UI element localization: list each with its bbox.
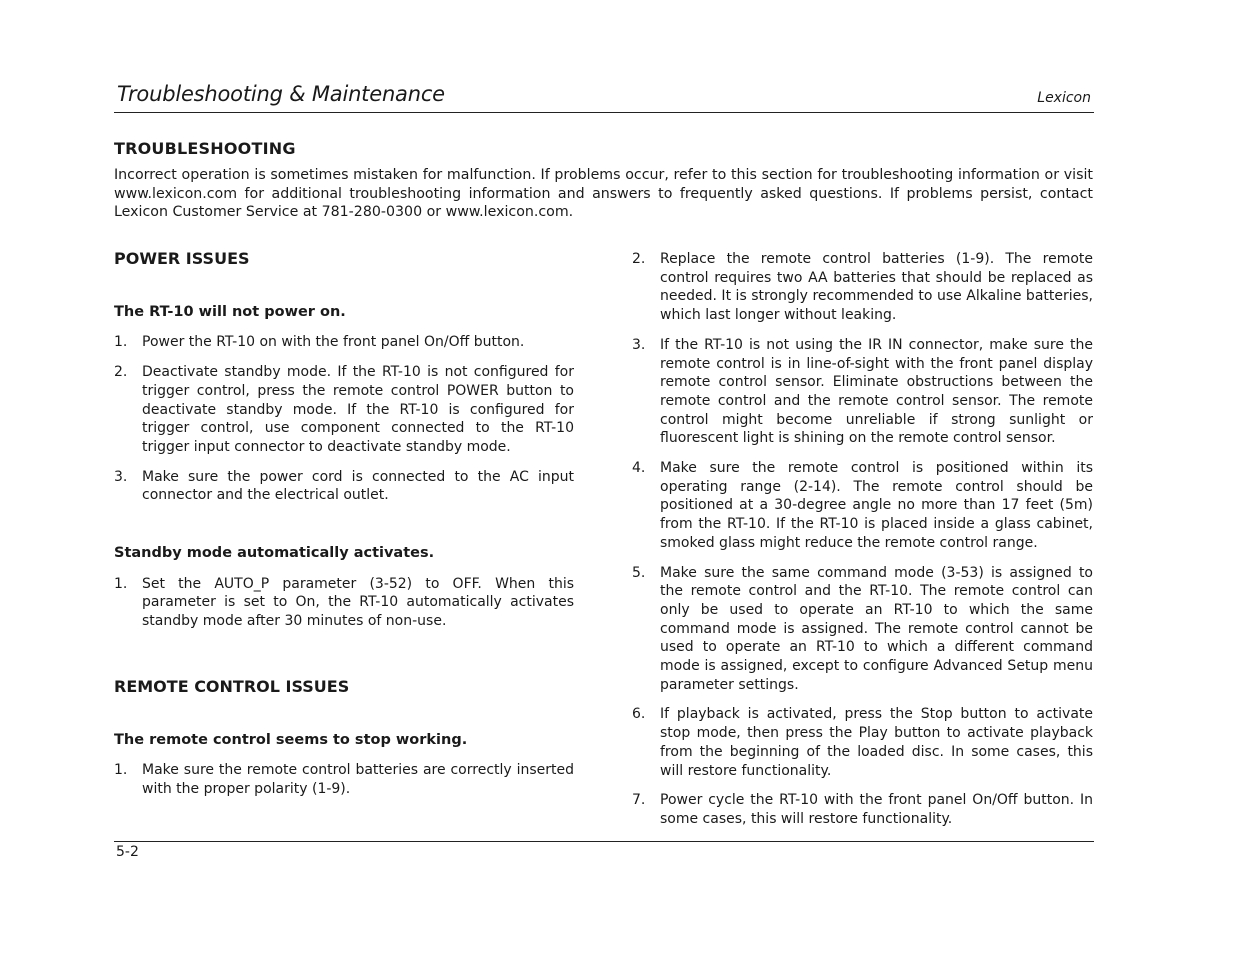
step-text: Power the RT-10 on with the front panel On/Off button. [142,334,525,351]
step-text: Set the AUTO_P parameter (3-52) to OFF. When this parameter is set to On, the RT-10 automatically activates standby mode after 30 minutes of non-use. [142,575,574,630]
step-text: Make sure the remote control batteries are correctly inserted with the proper polarity (1-9). [142,762,574,797]
remote-question-1: The remote control seems to stop working. [114,731,468,748]
list-item [632,250,1093,325]
step-number: 7. [632,792,646,809]
list-item [114,468,574,505]
right-column [632,250,1093,840]
step-number: 2. [632,251,646,267]
power-issues-heading: POWER ISSUES [114,249,250,268]
list-item [632,791,1093,828]
list-item [114,575,574,631]
list-item [632,459,1093,553]
chapter-title: Troubleshooting & Maintenance [117,82,445,106]
step-number: 4. [632,460,646,477]
power-question-2: Standby mode automatically activates. [114,545,435,562]
step-text: Replace the remote control batteries (1-9). The remote control requires two AA batteries that should be replaced as needed. It is strongly recommended to use Alkaline batteries, which last longer without leaking. [660,251,1093,324]
power-q2-steps [114,575,574,631]
list-item [114,363,574,457]
step-number: 2. [114,364,128,381]
power-q1-steps [114,333,574,505]
step-number: 1. [114,575,128,592]
remote-q1-steps [114,761,574,798]
list-item [632,336,1093,448]
remote-issues-heading: REMOTE CONTROL ISSUES [114,676,350,696]
step-text: If the RT-10 is not using the IR IN connector, make sure the remote control is in line-of-sight with the front panel display remote control sensor. Eliminate obstructions between the remote control and the remote control sensor. The remote control might become unreliable if strong sunlight or fluorescent light is shining on the remote control sensor. [660,336,1093,447]
step-number: 1. [114,334,128,351]
step-text: If playback is activated, press the Stop button to activate stop mode, then press the Play button to activate playback from the beginning of the loaded disc. In some cases, this will restore functionality. [660,706,1093,779]
step-number: 6. [632,706,646,723]
footer-rule [114,841,1094,842]
list-item [632,705,1093,780]
page-number: 5-2 [116,844,139,860]
step-text: Make sure the power cord is connected to the AC input connector and the electrical outlet. [142,468,574,504]
step-text: Make sure the same command mode (3-53) is assigned to the remote control and the RT-10. The remote control can only be used to operate an RT-10 to which the same command mode is assigned. The remote control cannot be used to operate an RT-10 to which a different command mode is assigned, except to configure Advanced Setup menu parameter settings. [660,564,1093,693]
header-rule [114,112,1094,113]
list-item [114,761,574,798]
brand-name: Lexicon [1037,90,1091,106]
step-text: Make sure the remote control is positioned within its operating range (2-14). The remote control should be positioned at a 30-degree angle no more than 17 feet (5m) from the RT-10. If the RT-10 is placed inside a glass cabinet, smoked glass might reduce the remote control range. [660,460,1093,551]
step-number: 5. [632,564,646,581]
remote-q1-steps-continued [632,250,1093,829]
left-column [114,250,574,810]
section-title: TROUBLESHOOTING [114,139,296,158]
list-item [632,564,1093,695]
step-number: 3. [632,336,646,353]
step-text: Power cycle the RT-10 with the front panel On/Off button. In some cases, this will restore functionality. [660,792,1093,827]
power-question-1: The RT-10 will not power on. [114,303,346,320]
step-text: Deactivate standby mode. If the RT-10 is not configured for trigger control, press the remote control POWER button to deactivate standby mode. If the RT-10 is configured for trigger control, use component connected to the RT-10 trigger input connector to deactivate standby mode. [142,364,574,455]
step-number: 1. [114,762,128,779]
intro-paragraph: Incorrect operation is sometimes mistaken for malfunction. If problems occur, refer to this section for troubleshooting information or visit www.lexicon.com for additional troubleshooting information and answers to frequently asked questions. If problems persist, contact Lexicon Customer Service at 781-280-0300 or www.lexicon.com. [114,167,1093,221]
list-item [114,333,574,352]
step-number: 3. [114,468,128,485]
